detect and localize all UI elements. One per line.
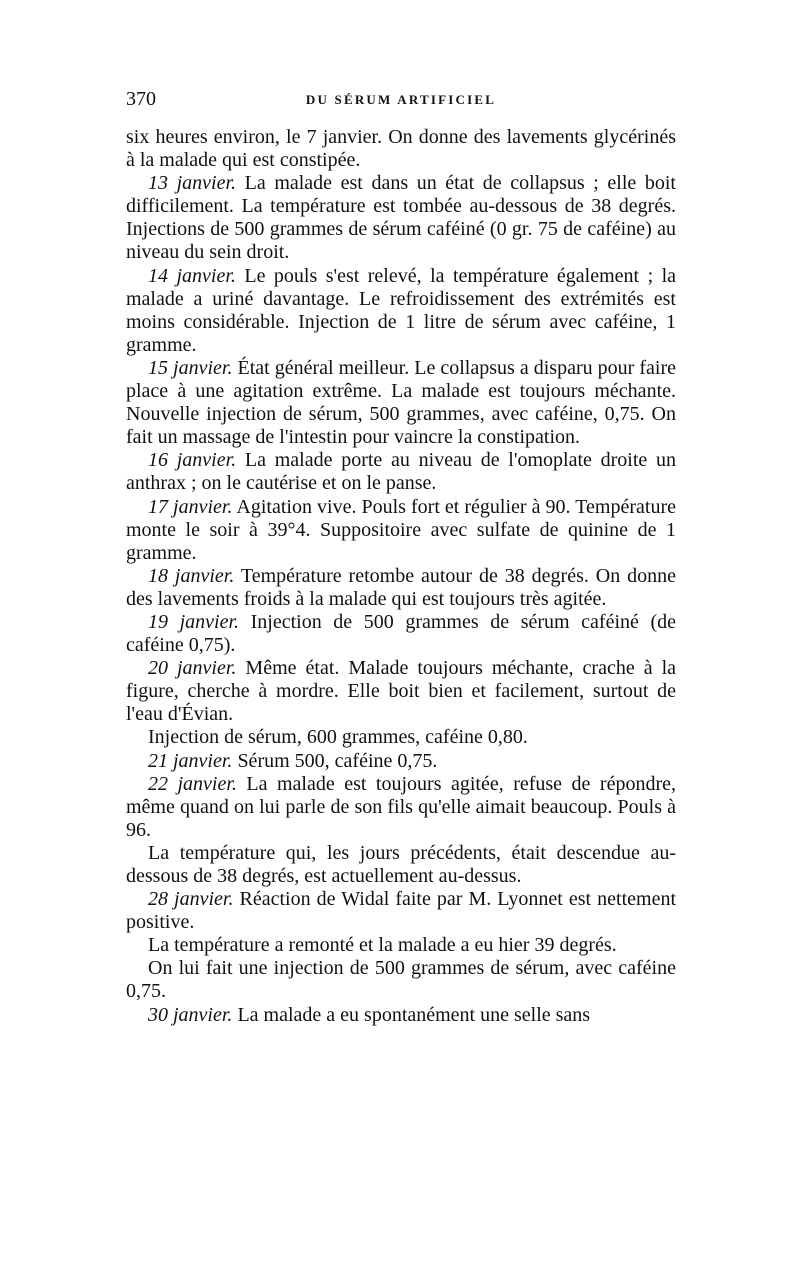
paragraph: six heures environ, le 7 janvier. On donne des lavements glycérinés à la malade qui est constipée. [126, 126, 676, 172]
entry-date: 20 janvier. [148, 657, 237, 680]
paragraph: 30 janvier. La malade a eu spontanément une selle sans [148, 1003, 591, 1026]
entry-date: 16 janvier. [148, 449, 237, 472]
entry-date: 18 janvier. [148, 564, 235, 587]
entry-date: 22 janvier. [148, 772, 237, 795]
paragraph: 28 janvier. Réaction de Widal faite par M. Lyonnet est nettement positive. [126, 888, 676, 934]
entry-date: 30 janvier. [148, 1003, 233, 1026]
paragraph: 18 janvier. Température retombe autour de 38 degrés. On donne des lavements froids à la malade qui est toujours très agitée. [126, 564, 676, 610]
paragraph: Injection de sérum, 600 grammes, caféine 0,80. [148, 726, 528, 749]
entry-date: 19 janvier. [148, 610, 240, 633]
paragraph: On lui fait une injection de 500 grammes de sérum, avec caféine 0,75. [126, 957, 676, 1003]
paragraph: 22 janvier. La malade est toujours agitée, refuse de répondre, même quand on lui parle de son fils qu'elle aimait beaucoup. Pouls à 96. [126, 772, 676, 841]
paragraph: La température a remonté et la malade a eu hier 39 degrés. [148, 934, 617, 957]
entry-date: 14 janvier. [148, 264, 236, 287]
running-title: DU SÉRUM ARTIFICIEL [305, 92, 497, 107]
entry-date: 15 janvier. [148, 356, 233, 379]
paragraph: 17 janvier. Agitation vive. Pouls fort et régulier à 90. Température monte le soir à 39°4. Suppositoire avec sulfate de quinine de 1 gramme. [126, 495, 676, 564]
paragraph: 15 janvier. État général meilleur. Le collapsus a disparu pour faire place à une agitation extrême. La malade est toujours méchante. Nouvelle injection de sérum, 500 grammes, avec caféine, 0,75. On fait un massage de l'intestin pour vaincre la constipation. [126, 356, 676, 449]
entry-date: 28 janvier. [148, 888, 234, 911]
paragraph: 13 janvier. La malade est dans un état de collapsus ; elle boit difficilement. La température est tombée au-dessous de 38 degrés. Injections de 500 grammes de sérum caféiné (0 gr. 75 de caféine) au niveau du sein droit. [126, 172, 676, 264]
page-header [126, 88, 676, 112]
paragraph: La température qui, les jours précédents, était descendue au-dessous de 38 degrés, est actuellement au-dessus. [126, 841, 676, 887]
paragraph: 21 janvier. Sérum 500, caféine 0,75. [148, 749, 438, 772]
paragraph: 19 janvier. Injection de 500 grammes de sérum caféiné (de caféine 0,75). [126, 610, 676, 657]
entry-date: 21 janvier. [148, 749, 233, 772]
body-text [126, 126, 676, 1027]
paragraph: 14 janvier. Le pouls s'est relevé, la température également ; la malade a uriné davantage. Le refroidissement des extrémités est moins considérable. Injection de 1 litre de sérum avec caféine, 1 gramme. [126, 264, 677, 356]
paragraph: 16 janvier. La malade porte au niveau de l'omoplate droite un anthrax ; on le cautérise et on le panse. [126, 449, 676, 495]
paragraph: 20 janvier. Même état. Malade toujours méchante, crache à la figure, cherche à mordre. Elle boit bien et facilement, surtout de l'eau d'Évian. [126, 657, 676, 726]
entry-date: 13 janvier. [148, 172, 237, 195]
entry-date: 17 janvier. [148, 495, 233, 518]
page-number: 370 [126, 88, 156, 110]
